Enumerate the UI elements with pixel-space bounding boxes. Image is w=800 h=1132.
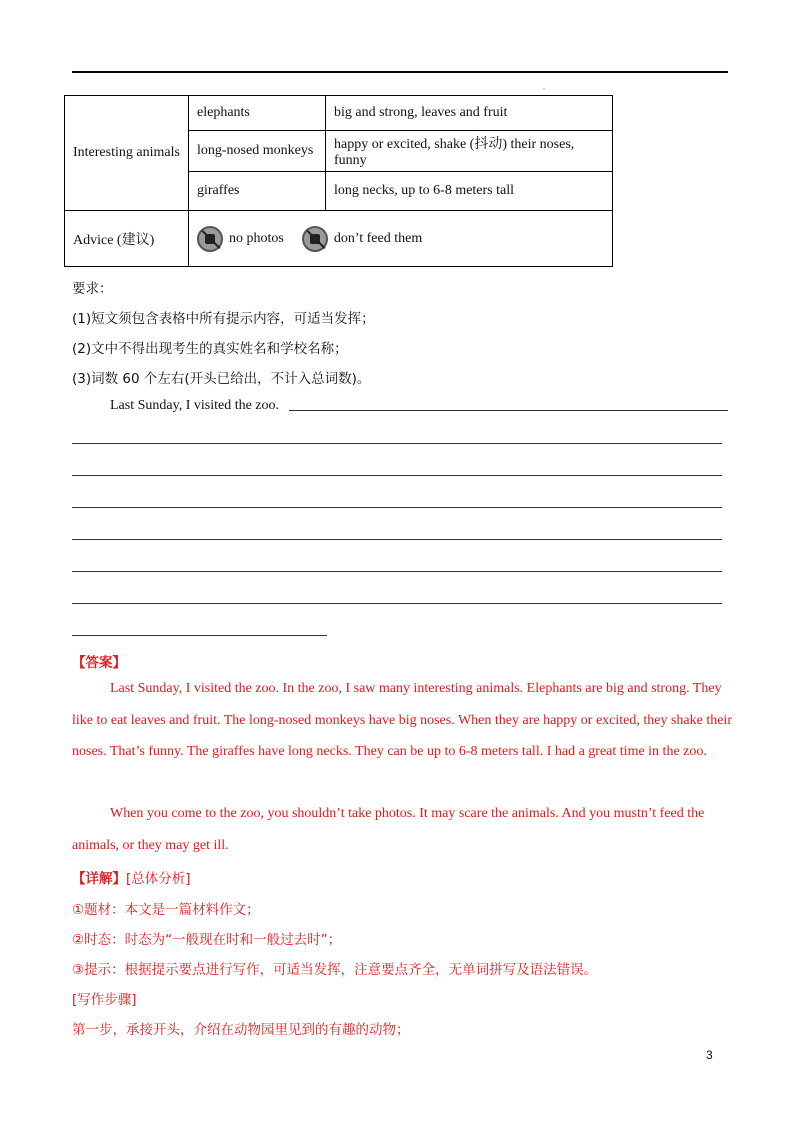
writing-line	[72, 571, 722, 572]
animal-name: giraffes	[189, 172, 326, 211]
writing-line	[72, 475, 722, 476]
advice-cell	[189, 211, 613, 267]
advice-no-feeding: don’t feed them	[333, 230, 423, 246]
animal-name: long-nosed monkeys	[189, 131, 326, 172]
requirement-item: (1)短文须包含表格中所有提示内容，可适当发挥；	[72, 311, 375, 327]
explanation-heading-suffix: [总体分析]	[126, 871, 191, 887]
no-photos-icon	[197, 226, 223, 252]
writing-line	[72, 635, 327, 636]
steps-heading: [写作步骤]	[72, 992, 137, 1008]
table-row	[65, 96, 613, 131]
row-label-animals: Interesting animals	[65, 96, 189, 211]
writing-line	[72, 539, 722, 540]
explanation-heading-row	[72, 867, 191, 887]
explanation-point: ②时态：时态为“一般现在时和一般过去时”；	[72, 932, 342, 948]
explanation-point: ③提示：根据提示要点进行写作，可适当发挥，注意要点齐全，无单词拼写及语法错误。	[72, 962, 598, 978]
info-table	[64, 95, 613, 267]
header-dot: .	[543, 82, 545, 91]
explanation-heading: 【详解】	[72, 871, 126, 887]
requirement-item: (2)文中不得出现考生的真实姓名和学校名称；	[72, 341, 348, 357]
row-label-advice: Advice (建议)	[65, 211, 189, 267]
page-number: 3	[706, 1048, 713, 1062]
animal-desc: long necks, up to 6-8 meters tall	[326, 172, 613, 211]
writing-line	[72, 603, 722, 604]
answer-heading: 【答案】	[72, 655, 126, 671]
answer-paragraph-2: When you come to the zoo, you shouldn’t take photos. It may scare the animals. And you mustn’t feed the animals, or they may get ill.	[72, 806, 705, 853]
writing-line	[289, 410, 728, 411]
requirements-title: 要求：	[72, 281, 113, 297]
animal-name: elephants	[189, 96, 326, 131]
writing-line	[72, 507, 722, 508]
answer-paragraph-1: Last Sunday, I visited the zoo. In the zoo, I saw many interesting animals. Elephants are big and strong. They like to eat leaves and fruit. The long-nosed monkeys have big noses. When they are happy or excited, they shake their noses. That’s funny. The giraffes have long necks. They can be up to 6-8 meters tall. I had a great time in the zoo.	[72, 681, 733, 759]
writing-line	[72, 443, 722, 444]
animal-desc: happy or excited, shake (抖动) their noses, funny	[326, 131, 613, 172]
animal-desc: big and strong, leaves and fruit	[326, 96, 613, 131]
advice-no-photos: no photos	[229, 230, 284, 246]
step-item: 第一步，承接开头，介绍在动物园里见到的有趣的动物；	[72, 1022, 410, 1038]
writing-opening: Last Sunday, I visited the zoo.	[110, 398, 280, 413]
table-row	[65, 211, 613, 267]
no-feeding-icon	[302, 226, 328, 252]
requirement-item: (3)词数 60 个左右(开头已给出，不计入总词数)。	[72, 371, 371, 387]
explanation-point: ①题材：本文是一篇材料作文；	[72, 902, 260, 918]
header-rule	[72, 71, 728, 73]
